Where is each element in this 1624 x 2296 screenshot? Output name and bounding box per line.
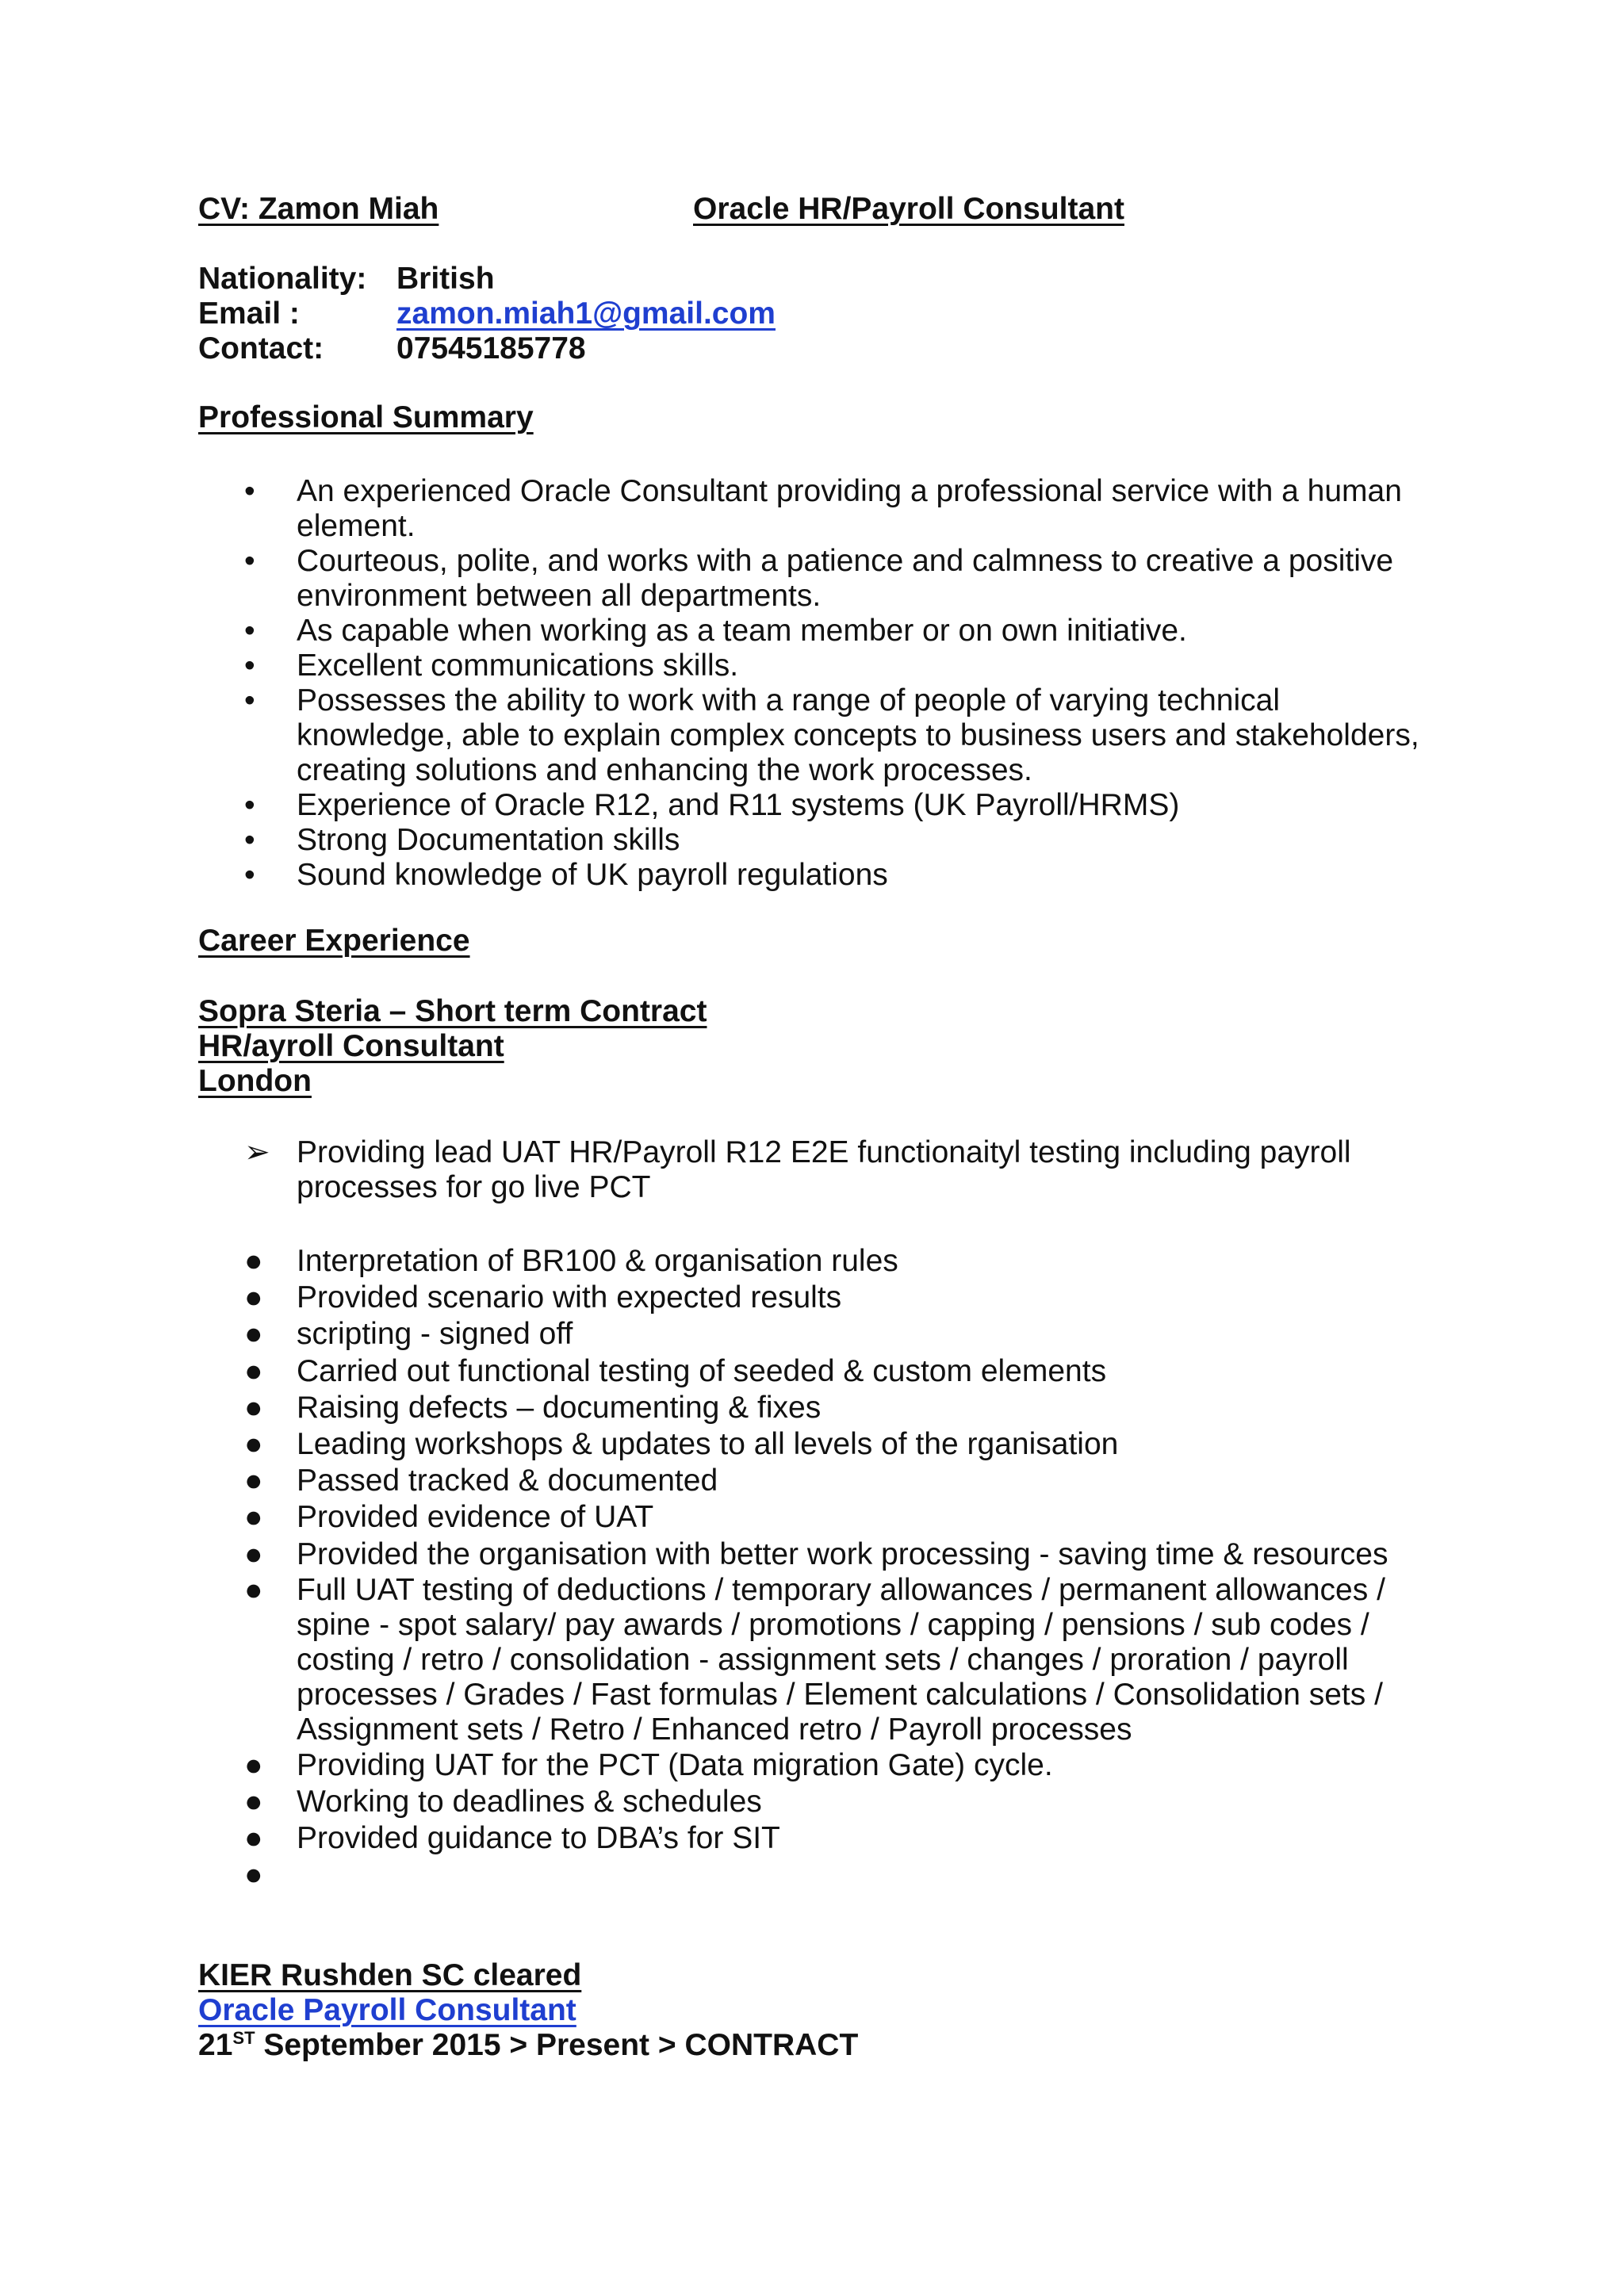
bullet-marker: ● [244, 1747, 263, 1782]
nationality-row [198, 262, 776, 297]
list-item: ● Working to deadlines & schedules [198, 1784, 1435, 1820]
bullet-marker: ● [244, 1500, 263, 1535]
nationality-label: Nationality: [198, 262, 367, 296]
bullet-marker: • [244, 788, 255, 822]
bullet-marker: ● [244, 1821, 263, 1856]
bullet-marker: • [244, 858, 255, 892]
email-row [198, 297, 776, 331]
bullet-marker: • [244, 474, 255, 508]
bullet-marker: ● [244, 1427, 263, 1462]
job-title: Oracle HR/Payroll Consultant [693, 192, 1124, 226]
list-item: • As capable when working as a team member or on own initiative. [244, 614, 1187, 648]
list-item: ● Provided the organisation with better work processing - saving time & resources [198, 1536, 1435, 1573]
list-item [198, 1857, 1435, 1893]
list-item: ● Provided guidance to DBA’s for SIT [198, 1820, 1435, 1857]
personal-info [198, 262, 776, 366]
bullet-marker: • [244, 614, 255, 648]
bullet-marker: ● [244, 1390, 263, 1425]
list-item: • Strong Documentation skills [244, 823, 680, 857]
bullet-marker: • [244, 683, 255, 718]
bullet-marker: ● [244, 1280, 263, 1315]
contact-value: 07545185778 [396, 331, 586, 365]
list-item: ● Leading workshops & updates to all levels of the rganisation [198, 1426, 1435, 1463]
list-item: ➢ Providing lead UAT HR/Payroll R12 E2E functionaityl testing including payroll processes for go live PCT [244, 1135, 1351, 1204]
list-item: • Possesses the ability to work with a range of people of varying technical knowledge, able to explain complex concepts to business users and stakeholders, creating solutions and enhancing the work processes. [244, 683, 1419, 787]
job2-header [198, 1958, 858, 2063]
bullet-marker: ● [244, 1244, 263, 1278]
list-item: • Experience of Oracle R12, and R11 systems (UK Payroll/HRMS) [244, 788, 1180, 822]
bullet-marker: ● [244, 1572, 263, 1607]
professional-summary-heading: Professional Summary [198, 400, 534, 434]
email-label: Email : [198, 297, 300, 331]
contact-row [198, 331, 776, 366]
bullet-marker: ● [244, 1317, 263, 1352]
cv-name: CV: Zamon Miah [198, 192, 439, 226]
list-item: • Courteous, polite, and works with a patience and calmness to creative a positive environment between all departments. [244, 544, 1394, 613]
job1-location: London [198, 1064, 312, 1098]
list-item: ● Passed tracked & documented [198, 1463, 1435, 1499]
arrow-bullet-icon: ➢ [244, 1135, 270, 1169]
bullet-marker: ● [244, 1858, 263, 1892]
bullet-marker: ● [244, 1536, 263, 1571]
contact-label: Contact: [198, 331, 324, 365]
bullet-marker: ● [244, 1353, 263, 1388]
summary-list [198, 474, 1435, 893]
list-item: ● Raising defects – documenting & fixes [198, 1390, 1435, 1426]
job2-dates: 21ST September 2015 > Present > CONTRACT [198, 2028, 859, 2062]
list-item: ● Interpretation of BR100 & organisation rules [198, 1243, 1435, 1280]
list-item: ● Carried out functional testing of seeded & custom elements [198, 1353, 1435, 1390]
list-item: • Excellent communications skills. [244, 649, 739, 683]
career-experience-heading: Career Experience [198, 924, 470, 958]
bullet-marker: ● [244, 1785, 263, 1820]
bullet-marker: • [244, 823, 255, 857]
list-item: ● Full UAT testing of deductions / temporary allowances / permanent allowances / spine - spot salary/ pay awards / promotions / capping / pensions / sub codes / costing / retro / consolidation - assignment sets / changes / proration / payroll processes / Grades / Fast formulas / Element calculations / Consolidation sets / Assignment sets / Retro / Enhanced retro / Payroll processes [244, 1572, 1385, 1747]
job1-duties-list [198, 1243, 1435, 1893]
list-item: ● scripting - signed off [198, 1316, 1435, 1353]
job1-header [198, 994, 707, 1099]
email-link[interactable]: zamon.miah1@gmail.com [396, 297, 776, 331]
list-item: ● Provided evidence of UAT [198, 1499, 1435, 1536]
job1-lead-list [198, 1135, 1435, 1205]
job1-role: HR/ayroll Consultant [198, 1029, 504, 1063]
list-item: ● Provided scenario with expected results [198, 1280, 1435, 1316]
bullet-marker: ● [244, 1464, 263, 1498]
job2-company: KIER Rushden SC cleared [198, 1958, 582, 1992]
job1-company: Sopra Steria – Short term Contract [198, 994, 707, 1028]
job2-role-link[interactable]: Oracle Payroll Consultant [198, 1993, 576, 2027]
list-item: • Sound knowledge of UK payroll regulations [244, 858, 888, 892]
nationality-value: British [396, 262, 495, 296]
bullet-marker: • [244, 649, 255, 683]
list-item: ● Providing UAT for the PCT (Data migration Gate) cycle. [198, 1747, 1435, 1784]
list-item: • An experienced Oracle Consultant providing a professional service with a human element. [244, 474, 1402, 543]
bullet-marker: • [244, 544, 255, 578]
